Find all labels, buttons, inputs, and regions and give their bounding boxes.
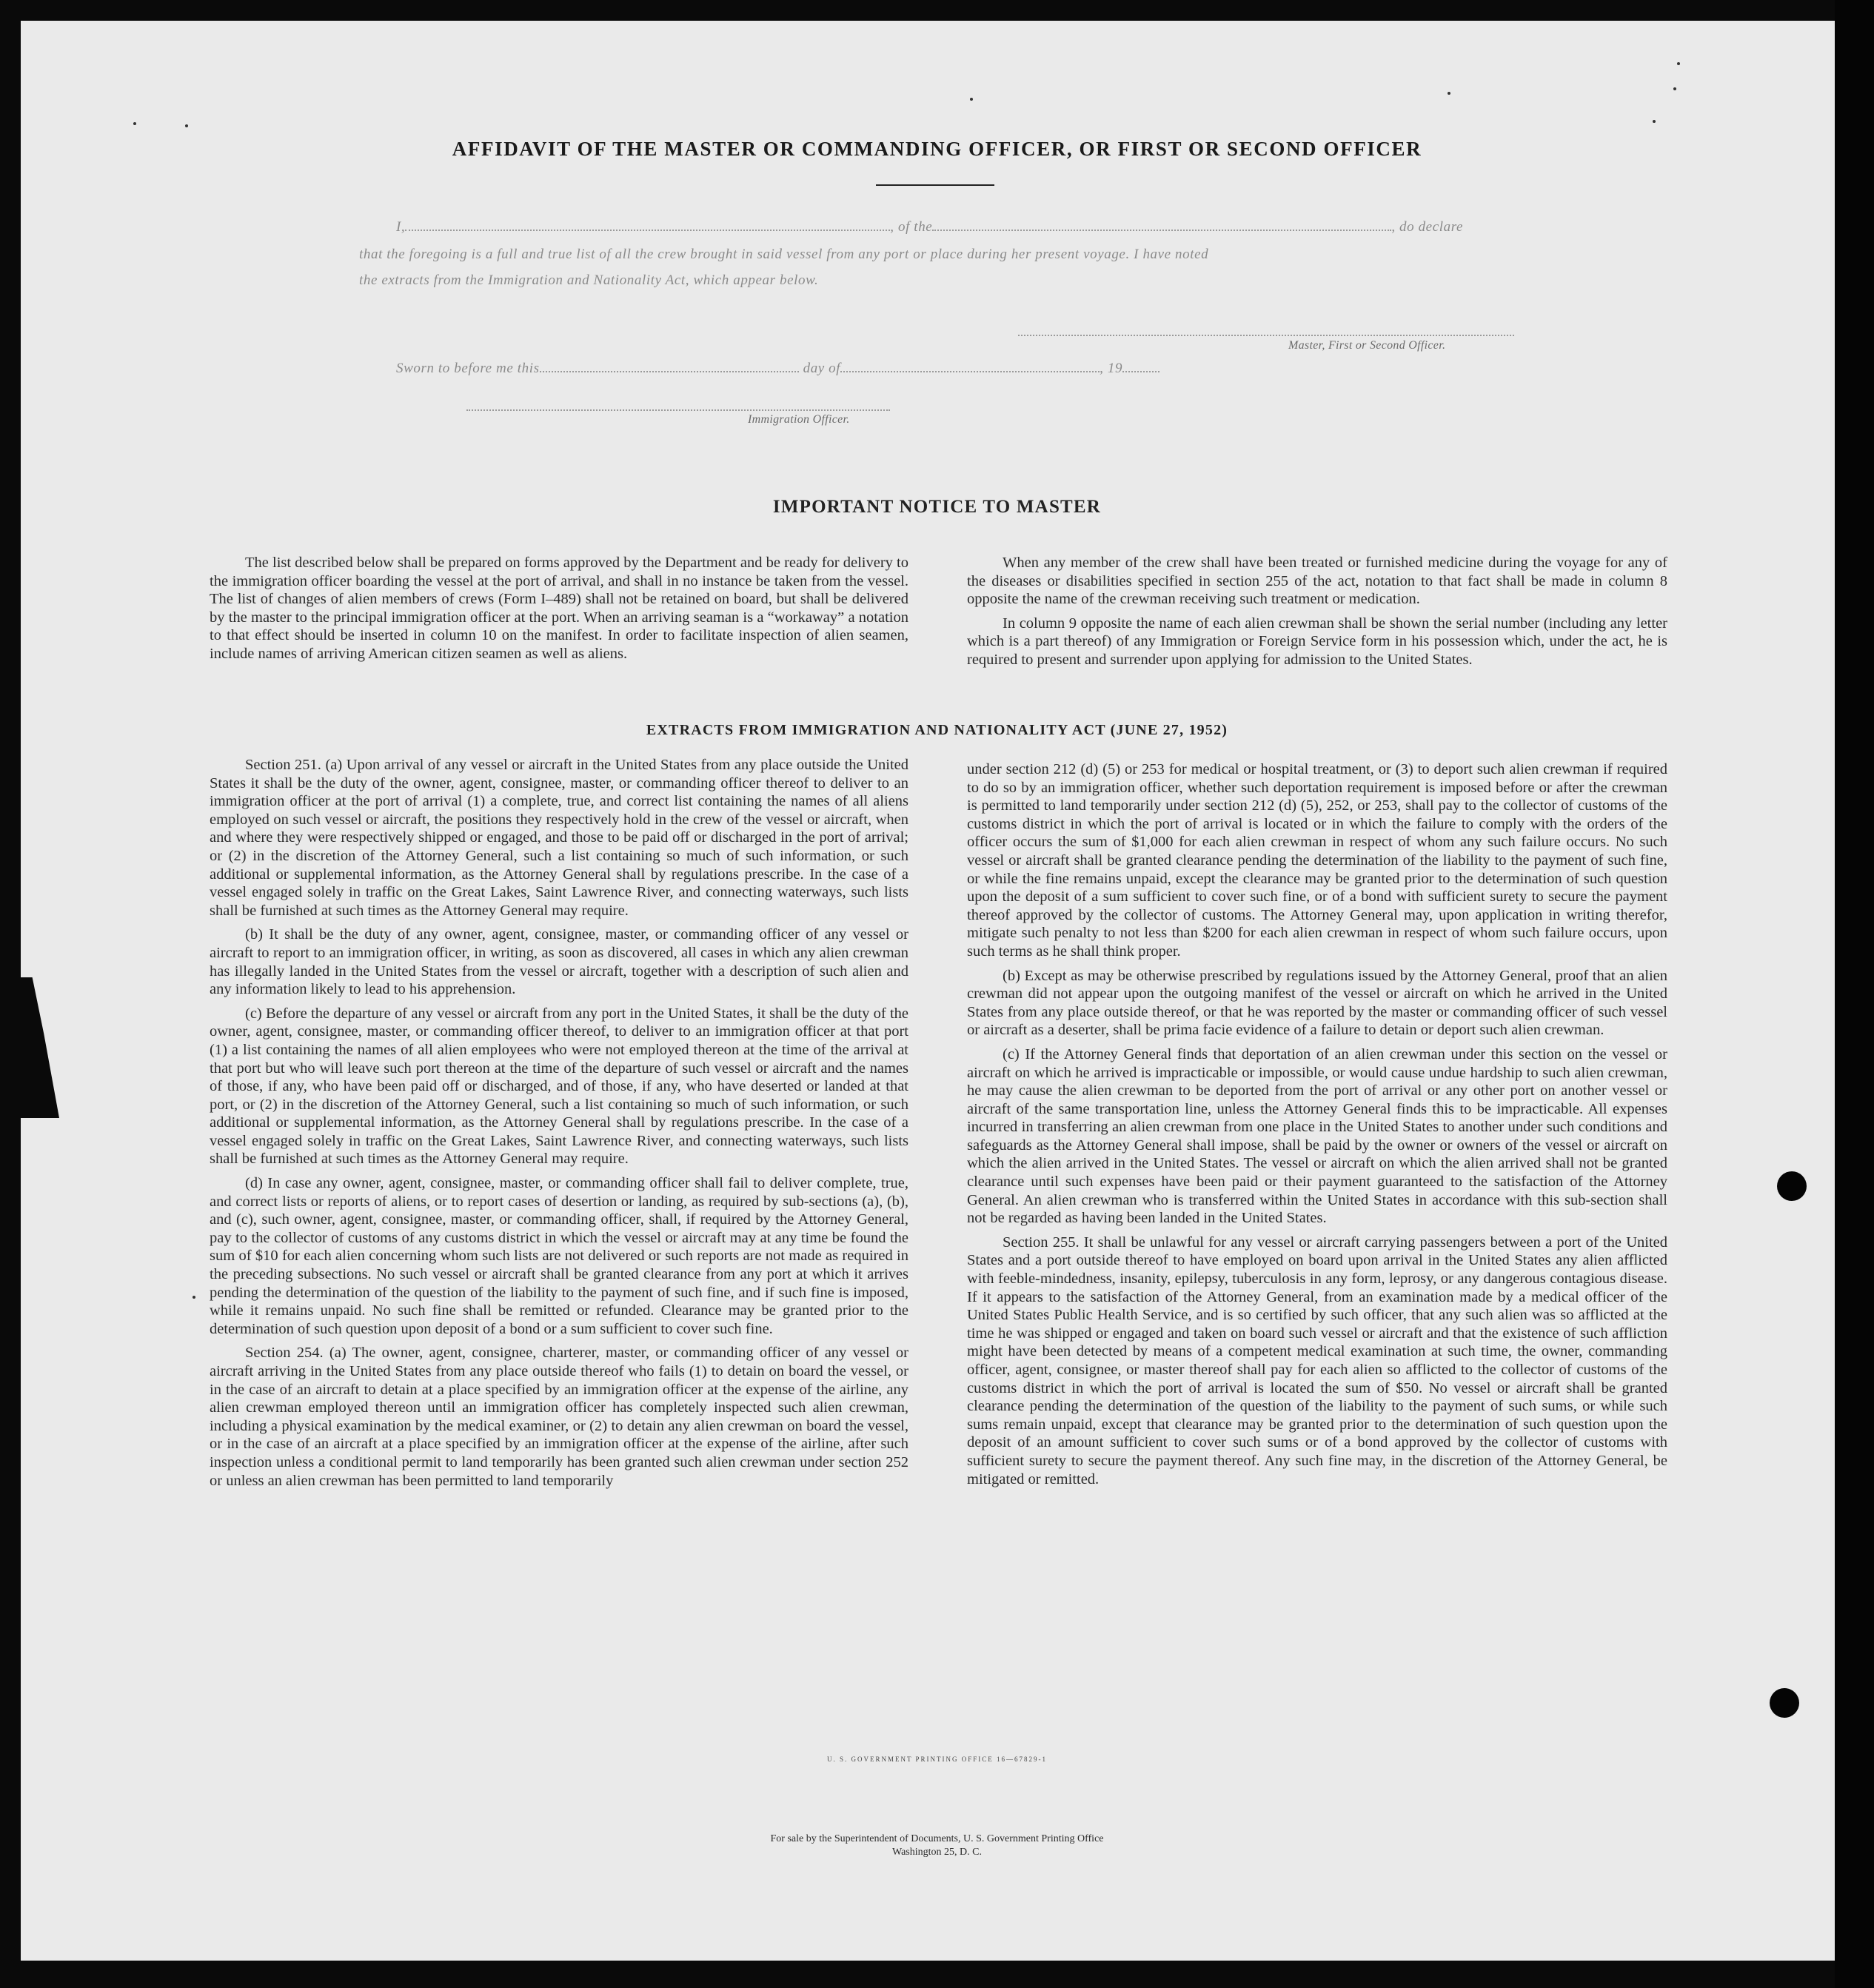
officer-signature-line[interactable] [466,409,890,411]
sworn-text: Sworn to before me this [396,361,540,376]
master-signature-caption: Master, First or Second Officer. [1288,339,1446,352]
affidavit-title: AFFIDAVIT OF THE MASTER OR COMMANDING OFFICER, OR FIRST OR SECOND OFFICER [452,138,1422,160]
statute-paragraph: Section 254. (a) The owner, agent, consignee, charterer, master, or commanding officer of any vessel or aircraft arriving in the United States from any place outside thereof who fails (1) to detain on board the vessel, or in the case of an aircraft to detain at a place specified by an immigration officer at the expense of the airline, any alien crewman employed thereon until an immigration officer has completely inspected such alien crewman, including a physical examination by the medical examiner, or (2) to detain any alien crewman on board the vessel, or in the case of an aircraft at a place specified by an immigration officer at the expense of the airline, after such inspection unless a conditional permit to land temporarily has been granted such alien crewman under section 252 or unless an alien crewman has been permitted to land temporarily [210,1345,908,1489]
scan-speck [1653,120,1656,123]
sworn-line [396,361,1551,377]
notice-heading: IMPORTANT NOTICE TO MASTER [772,497,1102,517]
punch-hole-top [1777,1171,1807,1201]
statute-paragraph: (b) It shall be the duty of any owner, agent, consignee, master, or commanding officer of any vessel or aircraft to report to an immigration officer, in writing, as soon as discovered, all cases in which any alien crewman has illegally landed in the United States from the vessel or aircraft, together with a description of such alien and any information likely to lead to his apprehension. [210,926,908,998]
sworn-year-blank[interactable] [1122,371,1159,372]
decl-do-declare: , do declare [1391,219,1464,235]
sworn-month-blank[interactable] [840,371,1100,372]
sworn-day-blank[interactable] [540,371,799,372]
scan-speck [1677,62,1680,65]
declaration-line-2: that the foregoing is a full and true list of all the crew brought in said vessel from any port or place during her present voyage. I have noted [359,247,1209,262]
statute-paragraph: Section 255. It shall be unlawful for any vessel or aircraft carrying passengers between a port of the United States and a port outside thereof to have employed on board upon arrival in the United States any alien afflicted with feeble-mindedness, insanity, epilepsy, tuberculosis in any form, leprosy, or any dangerous contagious disease. If it appears to the satisfaction of the Attorney General, from an examination made by a medical officer of the United States Public Health Service, and is so certified by such officer, that any such alien was so afflicted at the time he was shipped or engaged and taken on board such vessel or aircraft and that the existence of such affliction might have been detected by means of a competent medical examination at such time, the owner, commanding officer, agent, consignee, or master thereof shall pay for each alien so afflicted to the collector of customs of the customs district in which the port of arrival is located the sum of $50. No vessel or aircraft shall be granted clearance pending the determination of the question of the liability to the payment of such sums, or while such sums remain unpaid, except that clearance may be granted prior to the determination of such question upon the deposit of an amount sufficient to cover such sums or of a bond approved by the collector of customs with sufficient surety to secure the payment thereof. Any such fine may, in the discretion of the Attorney General, be mitigated or remitted. [967,1234,1667,1487]
statute-paragraph: (c) Before the departure of any vessel or aircraft from any port in the United States, it shall be the duty of the owner, agent, consignee, master, or commanding officer thereof, to deliver to an immigration officer at that port (1) a list containing the names of all alien employees who were not employed thereon at the time of the arrival at that port but who will leave such port thereon at the time of the departure of such vessel or aircraft and the names of those, if any, who have been paid off or discharged, and of those, if any, who have deserted or landed at that port, or (2) in the discretion of the Attorney General, such a list containing so much of such information, or such additional or supplemental information, as the Attorney General shall by regulations prescribe. In the case of a vessel engaged solely in traffic on the Great Lakes, Saint Lawrence River, and connecting waterways, such lists shall be furnished at such times as the Attorney General may require. [210,1005,908,1168]
statute-paragraph: (c) If the Attorney General finds that deportation of an alien crewman under this section on the vessel or aircraft on which he arrived is impracticable or impossible, or would cause undue hardship to such alien crewman, he may cause the alien crewman to be deported from the port of arrival or any other port on another vessel or aircraft of the same transportation line, unless the Attorney General finds this to be impracticable. All expenses incurred in transferring an alien crewman from one place in the United States to another under such conditions and safeguards as the Attorney General shall impose, shall be paid by the owner or owners of the vessel or aircraft on which the alien arrived in the United States. The vessel or aircraft on which the alien arrived shall not be granted clearance until such expenses have been paid or their payment guaranteed to the satisfaction of the Attorney General. An alien crewman who is transferred within the United States in accordance with this sub-section shall not be regarded as having been landed in the United States. [967,1045,1667,1227]
scan-speck [970,98,973,101]
declaration-line-3: the extracts from the Immigration and Nationality Act, which appear below. [359,272,819,288]
scan-edge-shadow [1835,0,1874,1988]
vessel-blank[interactable] [932,230,1391,231]
officer-signature-caption: Immigration Officer. [748,413,850,426]
declaration-line-1 [359,219,1514,235]
year-text: , 19 [1100,361,1123,376]
scan-speck [193,1296,195,1299]
statute-paragraph: (d) In case any owner, agent, consignee, master, or commanding officer shall fail to deliver complete, true, and correct lists or reports of aliens, or to report cases of desertion or landing, as required by sub-sections (a), (b), and (c), such owner, agent, consignee, master, or commanding officer, shall, if required by the Attorney General, pay to the collector of customs of any customs district in which the vessel or aircraft may at any time be found the sum of $10 for each alien concerning whom such lists are not delivered or such reports are not made as required in the preceding subsections. No such vessel or aircraft shall be granted clearance from any port at which it arrives pending the determination of the question of the liability to the payment of such fine, and if such fine is imposed, while it remains unpaid. No such fine shall be remitted or refunded. Clearance may be granted prior to the determination of such question upon deposit of a bond or a sum sufficient to cover such fine. [210,1175,908,1337]
extracts-left-column [210,756,908,1496]
decl-i: I, [396,219,406,235]
notice-paragraph: The list described below shall be prepared on forms approved by the Department and be ready for delivery to the immigration officer boarding the vessel at the port of arrival, and shall in no instance be taken from the vessel. The list of changes of alien members of crews (Form I–489) shall not be retained on board, but shall be delivered by the master to the principal immigration officer at the port. When an arriving seaman is a “workaway” a notation to that effect should be inserted in column 10 on the manifest. In order to facilitate inspection of alien seamen, include names of arriving American citizen seamen as well as aliens. [210,555,908,662]
statute-paragraph: (b) Except as may be otherwise prescribed by regulations issued by the Attorney General, proof that an alien crewman did not appear upon the outgoing manifest of the vessel or aircraft on which he arrived in the United States from any place outside thereof, or that he was reported by the master or commanding officer of such vessel or aircraft as a deserter, shall be prima facie evidence of a failure to detain or deport such alien crewman. [967,967,1667,1039]
statute-paragraph: under section 212 (d) (5) or 253 for medical or hospital treatment, or (3) to deport such alien crewman if required to do so by an immigration officer, whether such deportation requirement is imposed before or after the crewman is permitted to land temporarily under section 212 (d) (5), 252, or 253, shall pay to the collector of customs of the customs district in which the port of arrival is located or in which the failure to comply with the orders of the officer occurs the sum of $1,000 for each alien crewman in respect of whom any such failure occurs. No such vessel or aircraft shall be granted clearance pending the determination of the liability to the payment of such fine, or while the fine remains unpaid, except the clearance may be granted prior to the determination of such question upon the deposit of a sum sufficient to cover such fine, or of a bond with sufficient surety to secure the payment thereof approved by the collector of customs. The Attorney General may, upon application in writing therefor, mitigate such penalty to not less than $200 for each alien crewman in respect of whom such failure occurs, upon such terms as he shall think proper. [967,761,1667,960]
sale-notice [0,1833,1874,1859]
gpo-imprint: U. S. GOVERNMENT PRINTING OFFICE 16—67829-1 [826,1756,1048,1763]
notice-left-column [210,554,908,669]
scan-speck [1448,92,1450,95]
notice-right-column [967,554,1667,675]
scan-speck [133,122,136,125]
notice-paragraph: When any member of the crew shall have been treated or furnished medicine during the voyage for any of the diseases or disabilities specified in section 255 of the act, notation to that fact shall be made in column 8 opposite the name of the crewman receiving such treatment or medication. [967,555,1667,608]
scan-speck [185,124,188,127]
extracts-heading: EXTRACTS FROM IMMIGRATION AND NATIONALITY ACT (JUNE 27, 1952) [646,722,1228,738]
sale-notice-line-1: For sale by the Superintendent of Documents, U. S. Government Printing Office [770,1833,1104,1844]
punch-hole-bottom [1770,1688,1799,1718]
day-of-text: day of [803,361,841,376]
statute-paragraph: Section 251. (a) Upon arrival of any vessel or aircraft in the United States from any place outside the United States it shall be the duty of the owner, agent, consignee, master, or commanding officer thereof to deliver to an immigration officer at the port of arrival (1) a complete, true, and correct list containing the names of all aliens employed on such vessel or aircraft, the positions they respectively hold in the crew of the vessel or aircraft, when and where they were respectively shipped or engaged, and those to be paid off or discharged in the port of arrival; or (2) in the discretion of the Attorney General, such a list containing so much of such information, or such additional or supplemental information, as the Attorney General shall by regulations prescribe. In the case of a vessel engaged solely in traffic on the Great Lakes, Saint Lawrence River, and connecting waterways, such lists shall be furnished at such times as the Attorney General may require. [210,757,908,919]
scan-speck [1673,87,1676,90]
decl-of-the: , of the [890,219,933,235]
title-rule [876,184,994,186]
sale-notice-line-2: Washington 25, D. C. [892,1847,982,1858]
name-blank[interactable] [405,230,890,231]
extracts-right-column [967,760,1667,1494]
notice-paragraph: In column 9 opposite the name of each alien crewman shall be shown the serial number (including any letter which is a part thereof) of any Immigration or Foreign Service form in his possession which, under the act, he is required to present and surrender upon applying for admission to the United States. [967,615,1667,668]
master-signature-line[interactable] [1018,335,1514,336]
